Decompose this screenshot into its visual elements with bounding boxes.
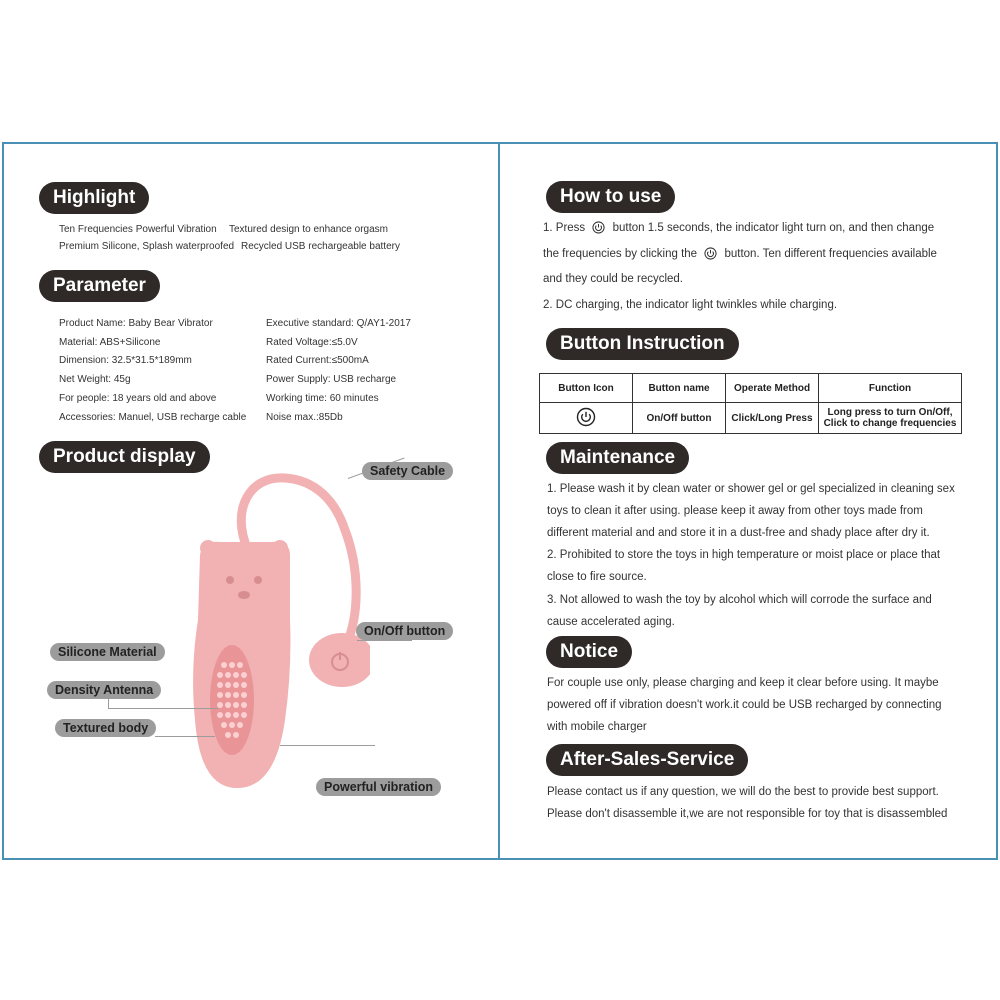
label-silicone-material: Silicone Material [50,643,165,661]
leader-line [108,698,109,708]
cell-function [819,403,962,434]
how-to-use-line3: and they could be recycled. [543,273,684,285]
product-image [190,470,370,800]
maintenance-line-6: cause accelerated aging. [547,616,675,628]
leader-line [357,640,412,641]
notice-line-2: with mobile charger [547,721,647,733]
param-left-1: Material: ABS+Silicone [59,337,161,348]
param-right-0: Executive standard: Q/AY1-2017 [266,318,411,329]
maintenance-line-4: close to fire source. [547,571,647,583]
power-icon [704,247,717,260]
button-instruction-heading: Button Instruction [546,328,739,360]
after-sales-line-0: Please contact us if any question, we will do the best to provide best support. [547,786,939,798]
param-right-2: Rated Current:≤500mA [266,355,369,366]
power-icon [576,407,596,427]
highlight-line1a: Ten Frequencies Powerful Vibration [59,224,217,235]
how-to-use-line1 [543,221,934,234]
label-textured-body: Textured body [55,719,156,737]
cell-operate-method: Click/Long Press [726,403,819,434]
param-right-4: Working time: 60 minutes [266,393,379,404]
cell-button-name: On/Off button [633,403,726,434]
parameter-heading: Parameter [39,270,160,302]
how-to-use-line4: 2. DC charging, the indicator light twinkles while charging. [543,299,838,311]
col-function: Function [819,374,962,403]
maintenance-line-3: 2. Prohibited to store the toys in high temperature or moist place or place that [547,549,941,561]
maintenance-line-2: different material and and store it in a dust-free and shady place after dry it. [547,527,930,539]
label-safety-cable: Safety Cable [362,462,453,480]
col-button-name: Button name [633,374,726,403]
maintenance-line-5: 3. Not allowed to wash the toy by alcohol which will corrode the surface and [547,594,932,606]
highlight-heading: Highlight [39,182,149,214]
param-left-5: Accessories: Manuel, USB recharge cable [59,412,247,423]
column-divider [498,142,500,860]
param-right-1: Rated Voltage:≤5.0V [266,337,358,348]
table-row [540,403,962,434]
highlight-line1b: Textured design to enhance orgasm [229,224,388,235]
highlight-line2b: Recycled USB rechargeable battery [241,241,400,252]
leader-line [280,745,375,746]
leader-line [108,708,218,709]
param-right-5: Noise max.:85Db [266,412,343,423]
button-instruction-table [539,373,962,434]
function-line2: Click to change frequencies [823,418,957,429]
param-left-2: Dimension: 32.5*31.5*189mm [59,355,192,366]
product-display-heading: Product display [39,441,210,473]
notice-line-1: powered off if vibration doesn't work.it could be USB recharged by connecting [547,699,942,711]
maintenance-line-0: 1. Please wash it by clean water or shower gel or gel specialized in cleaning sex [547,483,955,495]
param-left-4: For people: 18 years old and above [59,393,217,404]
param-left-3: Net Weight: 45g [59,374,131,385]
how-to-use-l2-pre: the frequencies by clicking the [543,248,698,260]
how-to-use-heading: How to use [546,181,675,213]
label-powerful-vibration: Powerful vibration [316,778,441,796]
after-sales-line-1: Please don't disassemble it,we are not responsible for toy that is disassembled [547,808,948,820]
param-right-3: Power Supply: USB recharge [266,374,397,385]
how-to-use-l1-pre: 1. Press [543,222,586,234]
col-operate-method: Operate Method [726,374,819,403]
param-left-0: Product Name: Baby Bear Vibrator [59,318,213,329]
maintenance-heading: Maintenance [546,442,689,474]
power-icon [592,221,605,234]
after-sales-heading: After-Sales-Service [546,744,748,776]
table-header-row [540,374,962,403]
function-line1: Long press to turn On/Off, [827,407,953,418]
col-button-icon: Button Icon [540,374,633,403]
maintenance-line-1: toys to clean it after using. please keep it away from other toys made from [547,505,923,517]
notice-heading: Notice [546,636,632,668]
notice-line-0: For couple use only, please charging and keep it clear before using. It maybe [547,677,939,689]
highlight-line2a: Premium Silicone, Splash waterproofed [59,241,235,252]
leader-line [155,736,215,737]
label-density-antenna: Density Antenna [47,681,161,699]
how-to-use-l1-post: button 1.5 seconds, the indicator light turn on, and then change [612,222,935,234]
how-to-use-line2 [543,247,937,260]
cell-icon [540,403,633,434]
label-on-off-button: On/Off button [356,622,453,640]
how-to-use-l2-post: button. Ten different frequencies available [724,248,937,260]
